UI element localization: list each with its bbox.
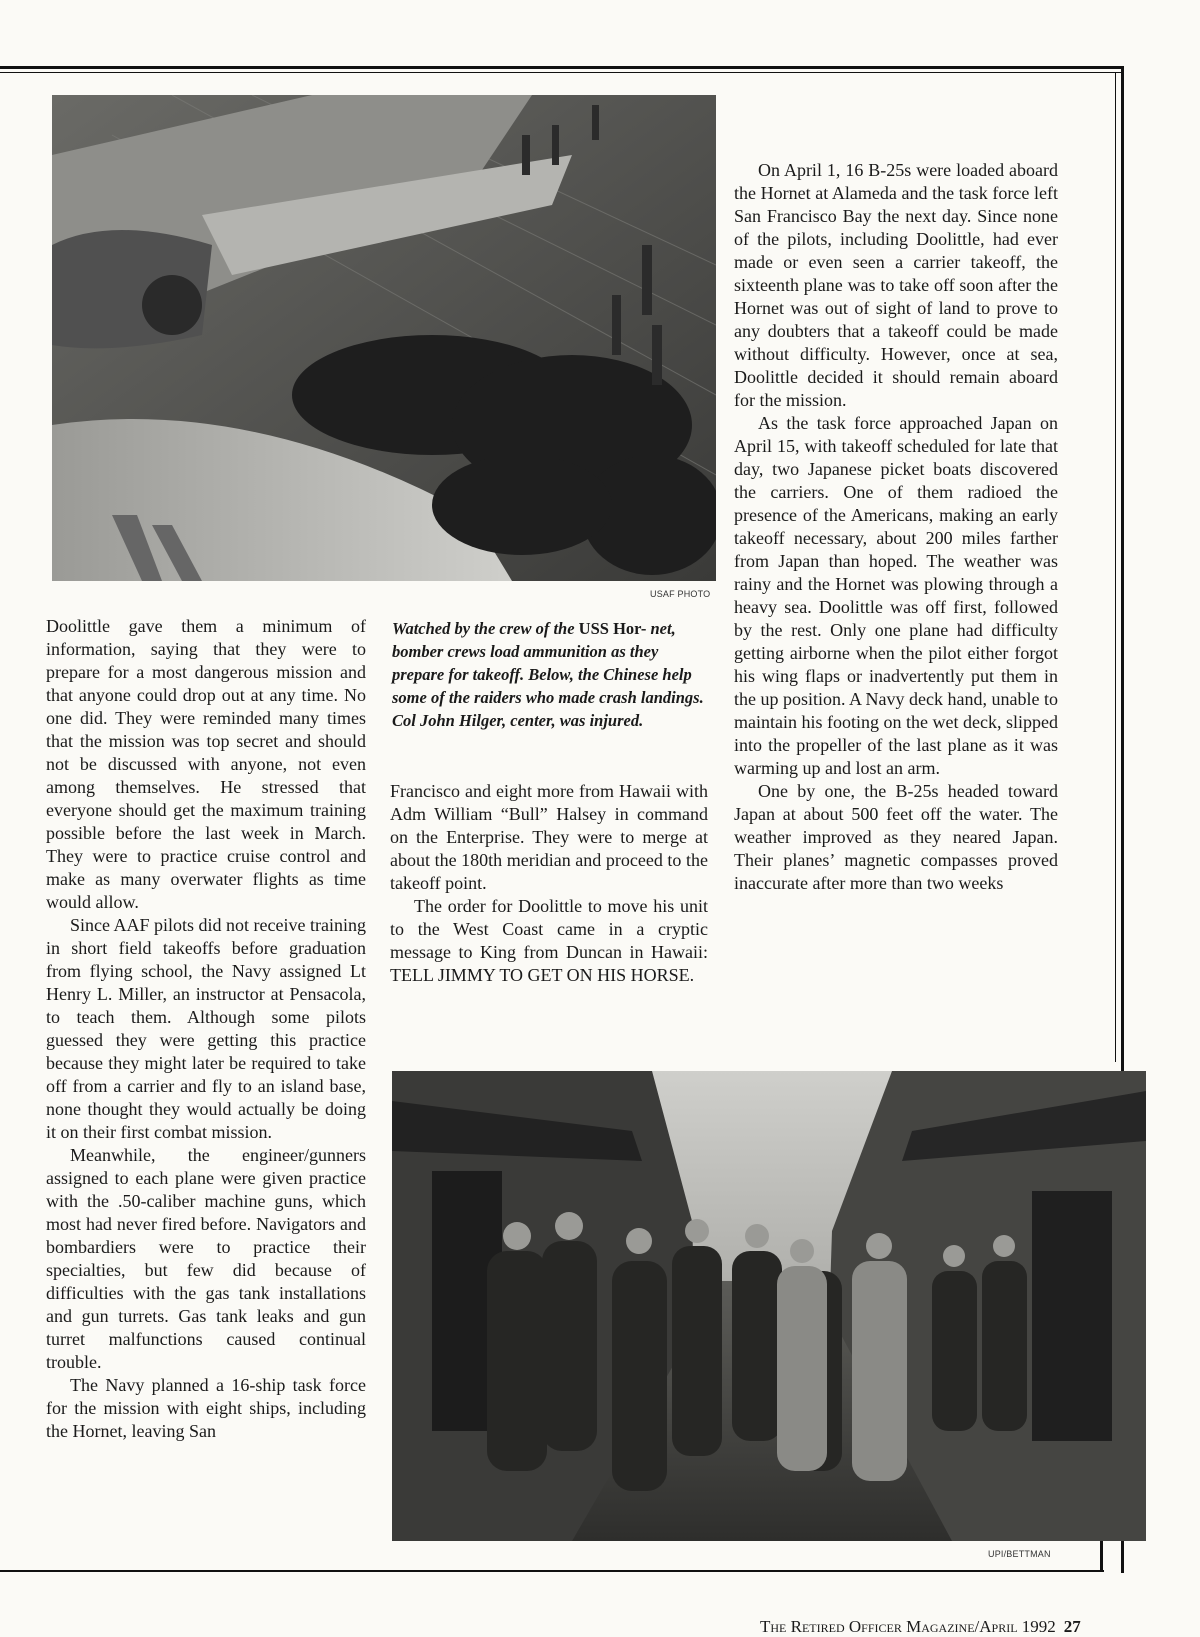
col3-paragraph: One by one, the B-25s headed toward Japan at about 500 feet off the water. The weather improved as they neared Japan. Their planes’ magnetic compasses proved inaccurate after more than two weeks: [734, 781, 1058, 893]
frame-rule-top: [0, 66, 1124, 69]
col3-paragraph: On April 1, 16 B-25s were loaded aboard the Hornet at Alameda and the task force left San Francisco Bay the next day. Since none of the pilots, including Doolittle, had ever made or even seen a carrier takeoff, the sixteenth plane was to take off soon after the Hornet was out of sight of land to prove to any doubters that a takeoff could be made without difficulty. However, once at sea, Doolittle decided it should remain aboard for the mission.: [734, 160, 1058, 410]
frame-rule-bottom: [0, 1570, 1104, 1572]
caption-part1: Watched by the crew of the: [392, 619, 579, 638]
photo-chinese-street: [392, 1071, 1146, 1541]
caption-part2: net, bomber crews load ammunition as they prepare for takeoff. Below, the Chinese help some of the raiders who made crash landings. Col John Hilger, center, was injured.: [392, 619, 704, 730]
col2-paragraph: The order for Doolittle to move his unit to the West Coast came in a cryptic message to King from Duncan in Hawaii: TELL JIMMY TO GET ON HIS HORSE.: [390, 896, 708, 985]
article-column-3: [734, 159, 1058, 895]
col1-paragraph: The Navy planned a 16-ship task force for the mission with eight ships, including the Hornet, leaving San: [46, 1375, 366, 1441]
col1-paragraph: Since AAF pilots did not receive training in short field takeoffs before graduation from flying school, the Navy assigned Lt Henry L. Miller, an instructor at Pensacola, to teach them. Although some pilots guessed they were getting this practice because they might later be required to take off from a carrier and fly to an island base, none thought they would actually be doing it on their first combat mission.: [46, 915, 366, 1142]
magazine-title: The Retired Officer Magazine/April 1992: [760, 1617, 1056, 1636]
frame-rule-top-thin: [0, 72, 1124, 73]
photo-caption: [392, 617, 710, 732]
page-number: 27: [1063, 1617, 1081, 1636]
photo-credit-upi: UPI/BETTMAN: [988, 1549, 1051, 1559]
page-footer: [760, 1617, 1081, 1637]
col3-paragraph: As the task force approached Japan on April 15, with takeoff scheduled for late that day, two Japanese picket boats discovered the carriers. One of them radioed the presence of the Americans, making an early takeoff necessary, about 200 miles farther from Japan than hoped. The weather was rainy and the Hornet was plowing through a heavy sea. Doolittle was off first, followed by the rest. Only one plane had difficulty getting airborne when the pilot either forgot his wing flaps or inadvertently put them in the up position. A Navy deck hand, unable to maintain his footing on the wet deck, slipped into the propeller of the last plane as it was warming up and lost an arm.: [734, 413, 1058, 778]
article-column-2: [390, 780, 708, 987]
col2-paragraph: Francisco and eight more from Hawaii with Adm William “Bull” Halsey in command on the Enterprise. They were to merge at about the 180th meridian and proceed to the takeoff point.: [390, 781, 708, 893]
col1-paragraph: Doolittle gave them a minimum of information, saying that they were to prepare for a most dangerous mission and that anyone could drop out at any time. No one did. They were reminded many times that the mission was top secret and should not be discussed with anyone, not even among themselves. He stressed that everyone should get the maximum training possible before the last week in March. They were to practice cruise control and make as many overwater flights as time would allow.: [46, 616, 366, 912]
article-column-1: [46, 615, 366, 1443]
photo-credit-usaf: USAF PHOTO: [650, 589, 711, 599]
caption-ship-name: USS Hor-: [578, 619, 647, 638]
photo-carrier-deck: [52, 95, 716, 581]
frame-rule-right-thin: [1115, 72, 1116, 1062]
col1-paragraph: Meanwhile, the engineer/gunners assigned to each plane were given practice with the .50-caliber machine guns, which most had never fired before. Navigators and bombardiers were to practice their specialties, but few did because of difficulties with the gas tank installations and gun turrets. Gas tank leaks and gun turret malfunctions caused continual trouble.: [46, 1145, 366, 1372]
